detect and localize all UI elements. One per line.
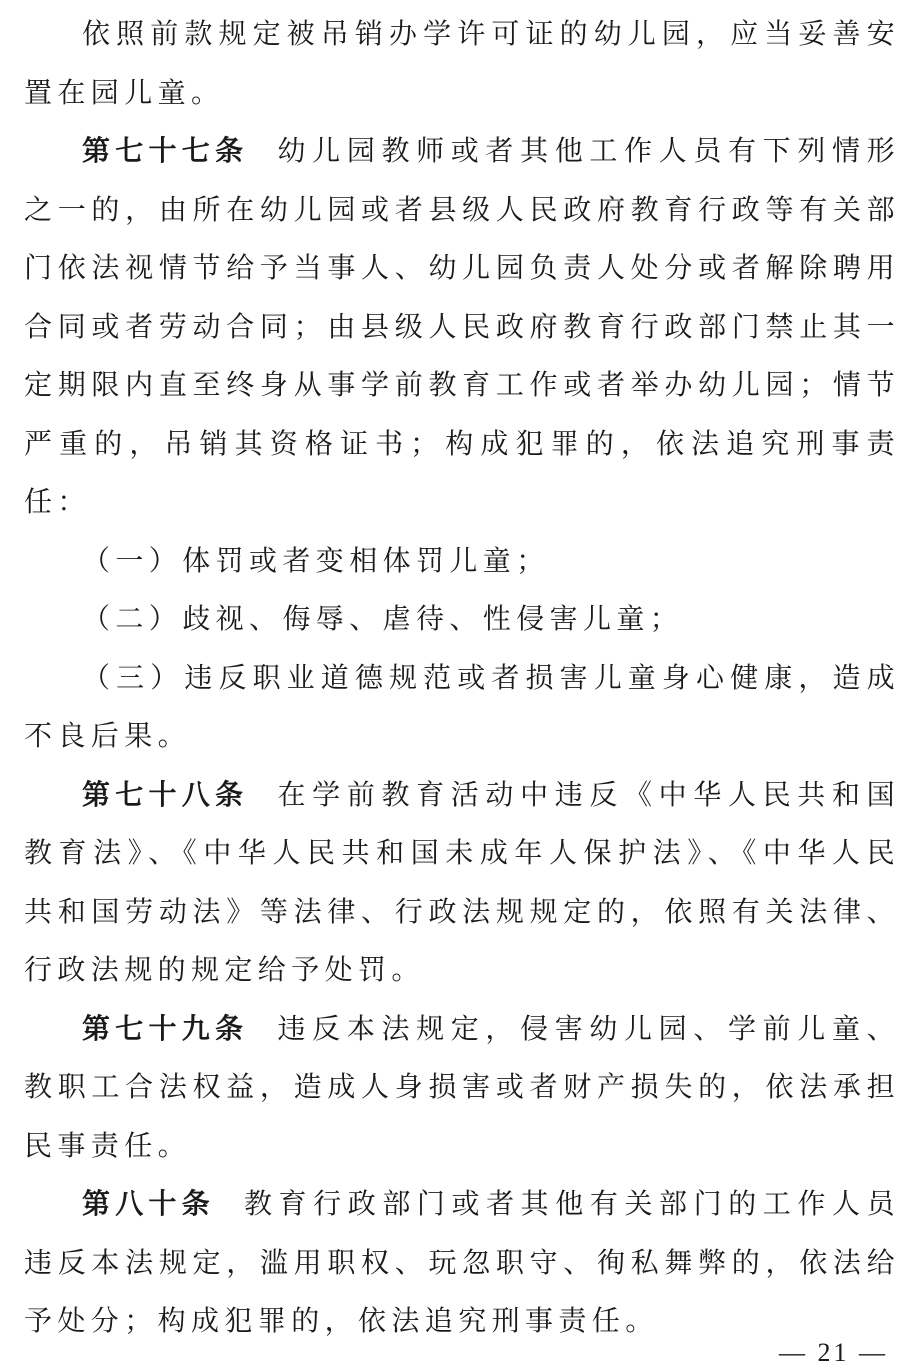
list-item-1: （一）体罚或者变相体罚儿童； [82,543,550,577]
article-77 [24,122,900,532]
article-80-title: 第八十条 [82,1187,215,1220]
article-79 [24,1000,900,1176]
page-number: — 21 — [779,1338,888,1367]
article-79-body: 违反本法规定，侵害幼儿园、学前儿童、教职工合法权益，造成人身损害或者财产损失的，依法承担民事责任。 [24,1011,900,1162]
article-77-body: 幼儿园教师或者其他工作人员有下列情形之一的，由所在幼儿园或者县级人民政府教育行政等有关部门依法视情节给予当事人、幼儿园负责人处分或者解除聘用合同或者劳动合同；由县级人民政府教育行政部门禁止其一定期限内直至终身从事学前教育工作或者举办幼儿园；情节严重的，吊销其资格证书；构成犯罪的，依法追究刑事责任： [24,134,900,518]
article-77-title: 第七十七条 [82,134,249,167]
article-80 [24,1175,900,1351]
article-78-title: 第七十八条 [82,777,249,811]
article-80-body: 教育行政部门或者其他有关部门的工作人员违反本法规定，滥用职权、玩忽职守、徇私舞弊的，依法给予处分；构成犯罪的，依法追究刑事责任。 [24,1187,900,1337]
paragraph-continuation: 依照前款规定被吊销办学许可证的幼儿园，应当妥善安置在园儿童。 [24,17,900,109]
list-item-2: （二）歧视、侮辱、虐待、性侵害儿童； [82,602,684,635]
article-78-body: 在学前教育活动中违反《中华人民共和国教育法》、《中华人民共和国未成年人保护法》、《中华人民共和国劳动法》等法律、行政法规规定的，依照有关法律、行政法规的规定给予处罚。 [24,777,900,986]
list-item-3: （三）违反职业道德规范或者损害儿童身心健康，造成不良后果。 [24,660,900,752]
article-79-title: 第七十九条 [82,1011,249,1045]
document-page [24,0,900,1351]
article-78 [24,766,900,1000]
